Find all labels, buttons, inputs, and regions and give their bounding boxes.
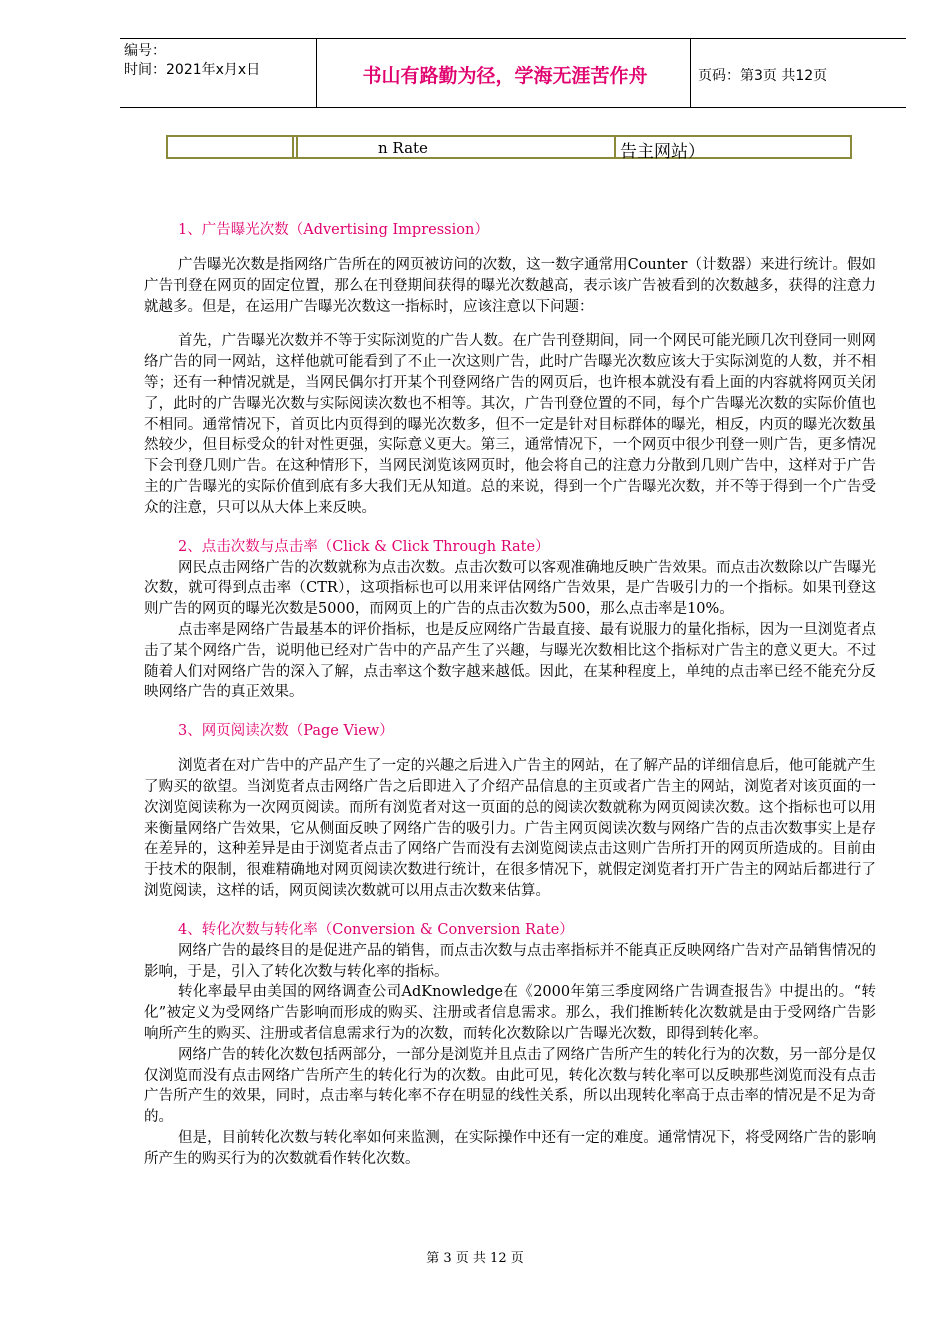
header-divider [690, 38, 691, 108]
paragraph: 但是，目前转化次数与转化率如何来监测，在实际操作中还有一定的难度。通常情况下，将受网络广告的影响所产生的购买行为的次数就看作转化次数。 [144, 1129, 876, 1167]
table-cell-text: 告主网站） [620, 142, 705, 162]
paragraph: 首先，广告曝光次数并不等于实际浏览的广告人数。在广告刊登期间，同一个网民可能光顾几次刊登同一则网络广告的同一网站，这样他就可能看到了不止一次这则广告，此时广告曝光次数应该大于实际浏览的人数，并不相等；还有一种情况就是，当网民偶尔打开某个刊登网络广告的网页后，也许根本就没有看上面的内容就将网页关闭了，此时的广告曝光次数与实际阅读次数也不相等。其次，广告刊登位置的不同，每个广告曝光次数的实际价值也不相同。通常情况下，首页比内页得到的曝光次数多，但不一定是针对目标群体的曝光，相反，内页的曝光次数虽然较少，但目标受众的针对性更强，实际意义更大。第三，通常情况下，一个网页中很少刊登一则广告，更多情况下会刊登几则广告。在这种情形下，当网民浏览该网页时，他会将自己的注意力分散到几则广告中，这样对于广告主的广告曝光的实际价值到底有多大我们无从知道。总的来说，得到一个广告曝光次数，并不等于得到一个广告受众的注意，只可以从大体上来反映。 [144, 333, 876, 516]
paragraph: 广告曝光次数是指网络广告所在的网页被访问的次数，这一数字通常用Counter（计数器）来进行统计。假如广告刊登在网页的固定位置，那么在刊登期间获得的曝光次数越高，表示该广告被看到的次数越多，获得的注意力就越多。但是，在运用广告曝光次数这一指标时，应该注意以下问题： [144, 257, 876, 315]
paragraph: 浏览者在对广告中的产品产生了一定的兴趣之后进入广告主的网站，在了解产品的详细信息后，他可能就产生了购买的欲望。当浏览者点击网络广告之后即进入了介绍产品信息的主页或者广告主的网站，浏览者对该页面的一次浏览阅读称为一次网页阅读。而所有浏览者对这一页面的总的阅读次数就称为网页阅读次数。这个指标也可以用来衡量网络广告效果，它从侧面反映了网络广告的吸引力。广告主网页阅读次数与网络广告的点击次数事实上是存在差异的，这种差异是由于浏览者点击了网络广告而没有去浏览阅读点击这则广告所打开的网页所造成的。目前由于技术的限制，很难精确地对网页阅读次数进行统计，在很多情况下，就假定浏览者打开广告主的网站后都进行了浏览阅读，这样的话，网页阅读次数就可以用点击次数来估算。 [144, 758, 876, 899]
page-header [120, 38, 906, 108]
paragraph: 网络广告的最终目的是促进产品的销售，而点击次数与点击率指标并不能真正反映网络广告对产品销售情况的影响，于是，引入了转化次数与转化率的指标。 [144, 942, 876, 980]
paragraph: 网民点击网络广告的次数就称为点击次数。点击次数可以客观准确地反映广告效果。而点击次数除以广告曝光次数，就可得到点击率（CTR），这项指标也可以用来评估网络广告效果，是广告吸引力的一个指标。如果刊登这则广告的网页的曝光次数是5000，而网页上的广告的点击次数为500，那么点击率是10%。 [144, 559, 876, 618]
header-page-info: 页码：第3页 共12页 [698, 68, 828, 84]
section-heading: 3、网页阅读次数（Page View） [178, 723, 394, 740]
header-motto: 书山有路勤为径，学海无涯苦作舟 [362, 65, 648, 87]
table-fragment [166, 135, 852, 162]
article-body [144, 220, 876, 1169]
table-cell-divider [296, 137, 298, 157]
header-top-rule [120, 38, 906, 39]
table-cell-divider [614, 137, 616, 157]
header-meta [124, 42, 260, 80]
section-heading: 1、广告曝光次数（Advertising Impression） [178, 222, 489, 238]
table-cell-divider [292, 137, 294, 157]
table-cell-text: n Rate [378, 139, 428, 157]
header-divider [316, 38, 317, 108]
time-label: 时间：2021年x月x日 [124, 62, 261, 78]
page-footer: 第 3 页 共 12 页 [426, 1251, 524, 1266]
paragraph: 转化率最早由美国的网络调查公司AdKnowledge在《2000年第三季度网络广告调查报告》中提出的。“转化”被定义为受网络广告影响而形成的购买、注册或者信息需求。那么，我们推断转化次数就是由于受网络广告影响所产生的购买、注册或者信息需求行为的次数，而转化次数除以广告曝光次数，即得到转化率。 [144, 984, 876, 1042]
number-label: 编号： [124, 43, 166, 59]
header-bottom-rule [120, 107, 906, 108]
section-heading: 4、转化次数与转化率（Conversion & Conversion Rate） [178, 921, 574, 938]
section-heading: 2、点击次数与点击率（Click & Click Through Rate） [178, 538, 550, 555]
paragraph: 网络广告的转化次数包括两部分，一部分是浏览并且点击了网络广告所产生的转化行为的次数，另一部分是仅仅浏览而没有点击网络广告所产生的转化行为的次数。由此可见，转化次数与转化率可以反映那些浏览而没有点击广告所产生的效果，同时，点击率与转化率不存在明显的线性关系，所以出现转化率高于点击率的情况是不足为奇的。 [144, 1046, 876, 1126]
paragraph: 点击率是网络广告最基本的评价指标，也是反应网络广告最直接、最有说服力的量化指标，因为一旦浏览者点击了某个网络广告，说明他已经对广告中的产品产生了兴趣，与曝光次数相比这个指标对广告主的意义更大。不过随着人们对网络广告的深入了解，点击率这个数字越来越低。因此，在某种程度上，单纯的点击率已经不能充分反映网络广告的真正效果。 [144, 621, 876, 701]
